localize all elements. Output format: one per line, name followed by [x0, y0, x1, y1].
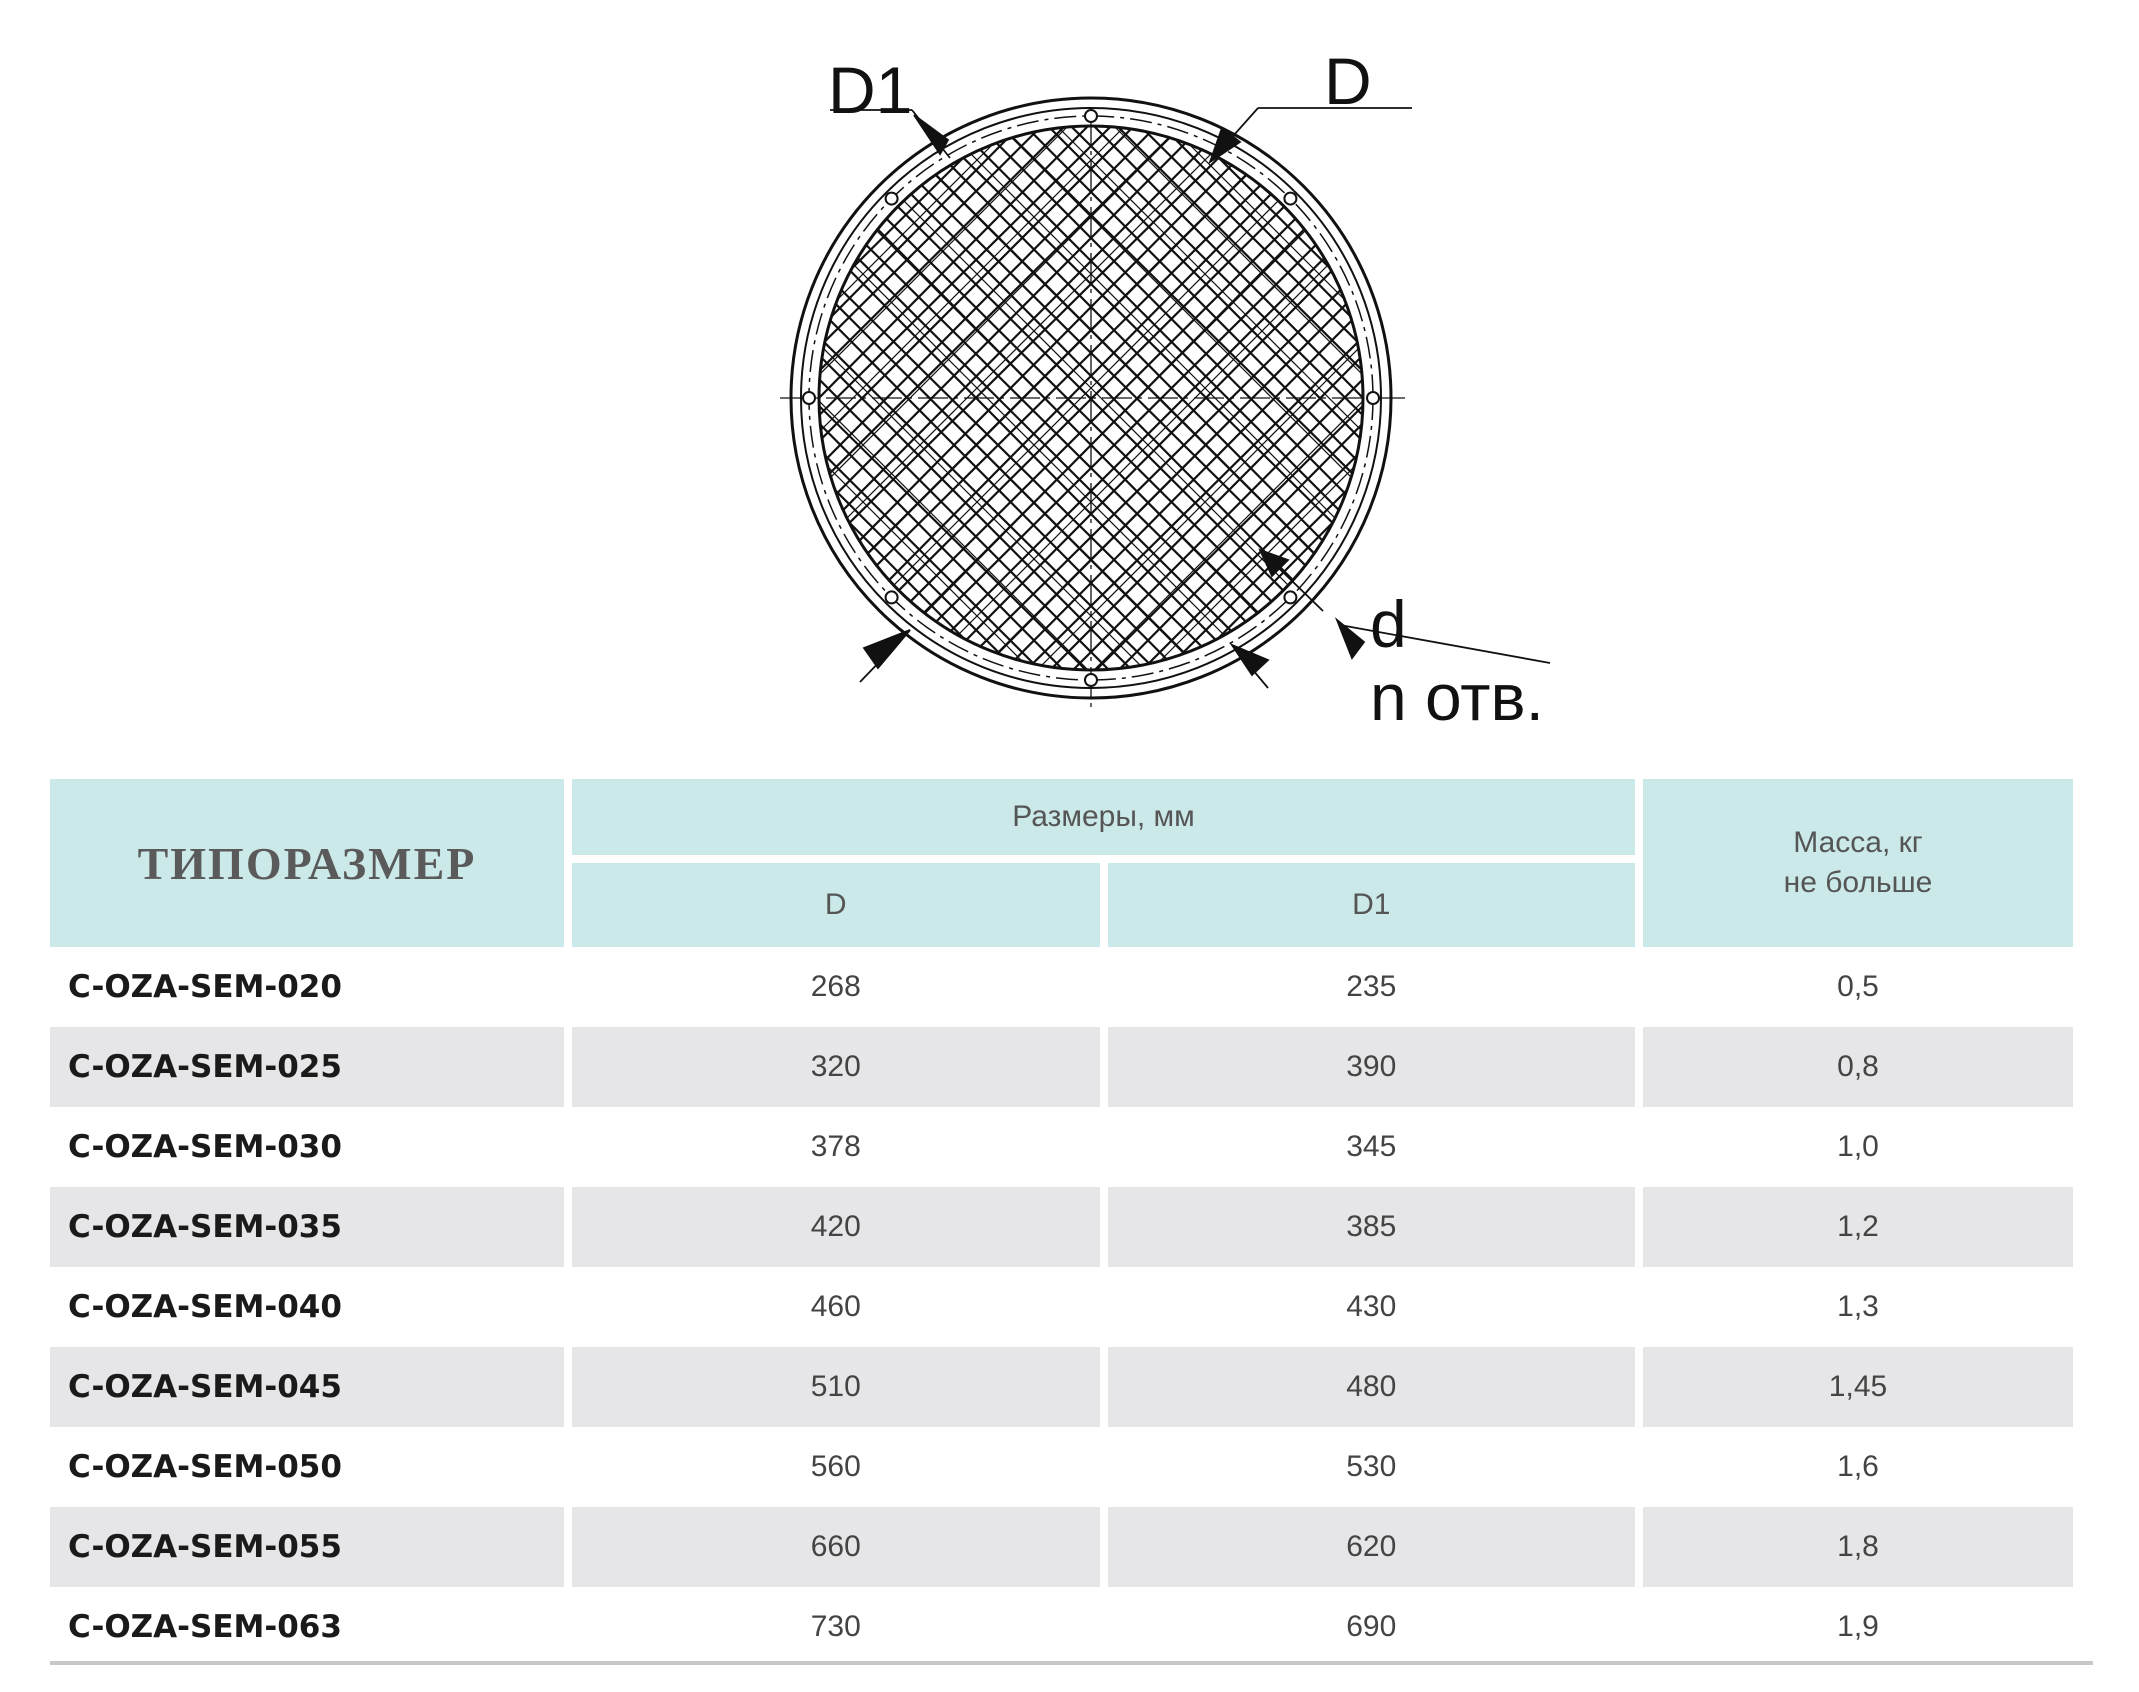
bolt-hole — [886, 193, 898, 205]
table-header — [50, 779, 2073, 947]
cell-d: 420 — [572, 1187, 1100, 1267]
header-row-1 — [50, 779, 2073, 855]
header-mass-line2: не больше — [1783, 866, 1933, 899]
cell-model: C-OZA-SEM-040 — [50, 1267, 564, 1347]
cell-d1: 480 — [1108, 1347, 1636, 1427]
label-hole-n: n отв. — [1370, 660, 1544, 734]
cell-d: 510 — [572, 1347, 1100, 1427]
bolt-hole — [1284, 193, 1296, 205]
cell-d: 268 — [572, 947, 1100, 1027]
cell-model: C-OZA-SEM-055 — [50, 1507, 564, 1587]
cell-mass: 1,9 — [1643, 1587, 2073, 1667]
cell-d: 730 — [572, 1587, 1100, 1667]
header-dimensions: Размеры, мм — [572, 779, 1635, 855]
table-row — [50, 1347, 2073, 1427]
table-body — [50, 947, 2073, 1667]
cell-model: C-OZA-SEM-035 — [50, 1187, 564, 1267]
label-d1: D1 — [828, 53, 913, 127]
bolt-hole — [803, 392, 815, 404]
cell-model: C-OZA-SEM-050 — [50, 1427, 564, 1507]
table-row — [50, 1027, 2073, 1107]
cell-d: 560 — [572, 1427, 1100, 1507]
header-mass-line1: Масса, кг — [1793, 826, 1923, 859]
header-mass — [1643, 779, 2073, 947]
cell-d1: 345 — [1108, 1107, 1636, 1187]
cell-mass: 1,45 — [1643, 1347, 2073, 1427]
table-row — [50, 1427, 2073, 1507]
cell-mass: 0,8 — [1643, 1027, 2073, 1107]
grille-drawing-svg — [740, 20, 1580, 740]
spec-table — [42, 779, 2081, 1667]
cell-model: C-OZA-SEM-030 — [50, 1107, 564, 1187]
cell-model: C-OZA-SEM-045 — [50, 1347, 564, 1427]
cell-model: C-OZA-SEM-025 — [50, 1027, 564, 1107]
table-row — [50, 947, 2073, 1027]
bolt-hole — [1367, 392, 1379, 404]
table-bottom-rule — [50, 1661, 2093, 1665]
table-row — [50, 1107, 2073, 1187]
cell-d1: 385 — [1108, 1187, 1636, 1267]
cell-d1: 430 — [1108, 1267, 1636, 1347]
cell-d1: 690 — [1108, 1587, 1636, 1667]
label-hole-d: d — [1370, 587, 1407, 661]
bolt-hole — [1284, 591, 1296, 603]
label-d: D — [1324, 44, 1372, 118]
cell-d1: 530 — [1108, 1427, 1636, 1507]
table-row — [50, 1267, 2073, 1347]
cell-d: 460 — [572, 1267, 1100, 1347]
cell-d: 320 — [572, 1027, 1100, 1107]
cell-mass: 0,5 — [1643, 947, 2073, 1027]
bolt-hole — [1085, 110, 1097, 122]
cell-d: 378 — [572, 1107, 1100, 1187]
cell-model: C-OZA-SEM-020 — [50, 947, 564, 1027]
cell-d1: 235 — [1108, 947, 1636, 1027]
table-row — [50, 1507, 2073, 1587]
table-row — [50, 1187, 2073, 1267]
bolt-hole — [1085, 674, 1097, 686]
grille-drawing — [740, 20, 1580, 740]
cell-d1: 620 — [1108, 1507, 1636, 1587]
cell-d: 660 — [572, 1507, 1100, 1587]
cell-mass: 1,6 — [1643, 1427, 2073, 1507]
cell-mass: 1,3 — [1643, 1267, 2073, 1347]
cell-mass: 1,2 — [1643, 1187, 2073, 1267]
cell-d1: 390 — [1108, 1027, 1636, 1107]
header-d: D — [572, 855, 1100, 947]
cell-model: C-OZA-SEM-063 — [50, 1587, 564, 1667]
cell-mass: 1,0 — [1643, 1107, 2073, 1187]
header-d1: D1 — [1108, 855, 1636, 947]
bolt-hole — [886, 591, 898, 603]
header-model: ТИПОРАЗМЕР — [50, 779, 564, 947]
table-row — [50, 1587, 2073, 1667]
cell-mass: 1,8 — [1643, 1507, 2073, 1587]
